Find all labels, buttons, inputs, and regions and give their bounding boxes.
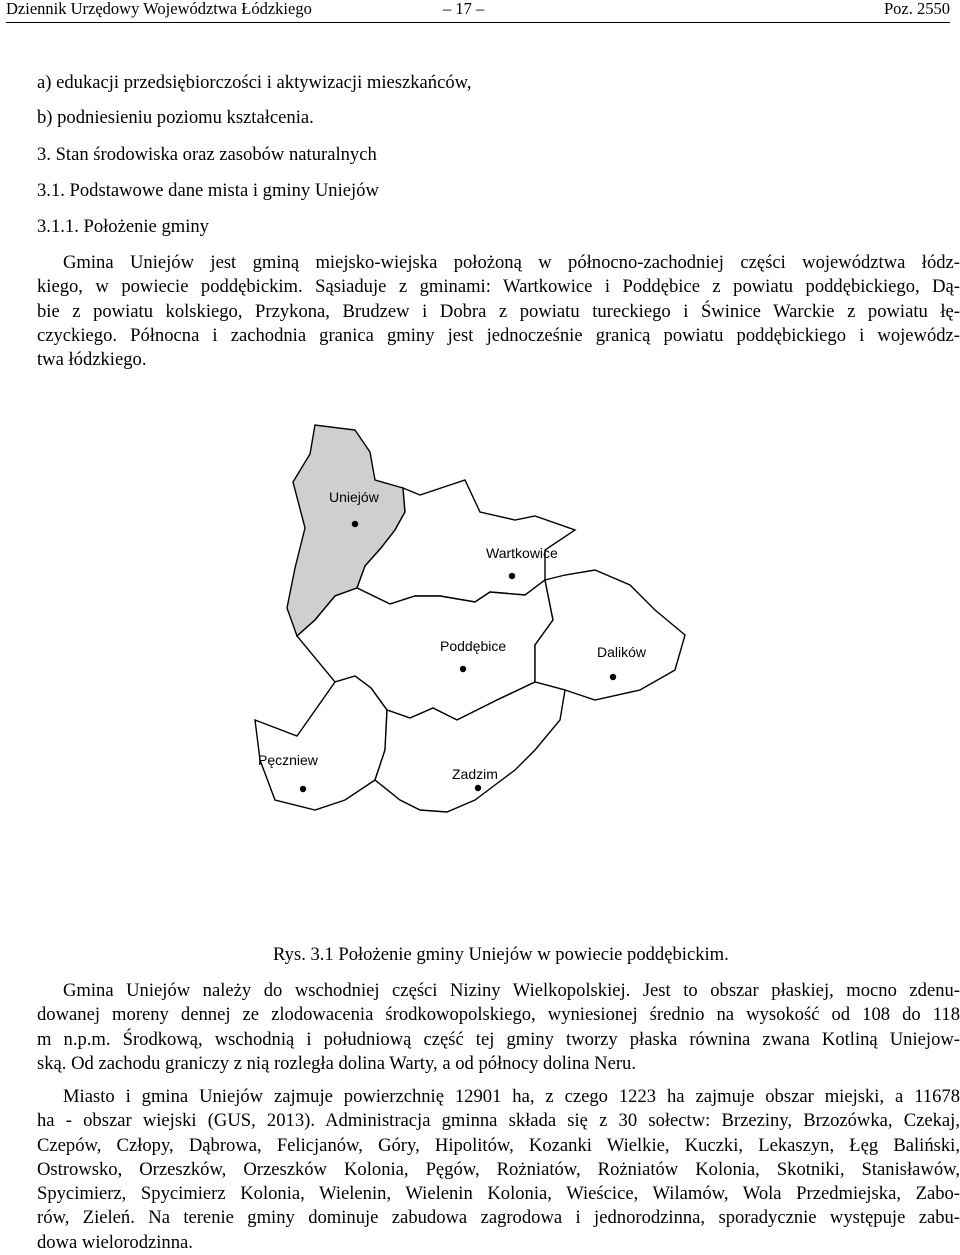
paragraph-line: bie z powiatu kolskiego, Przykona, Brudzew i Dobra z powiatu tureckiego i Świnice Warckie z powiatu łę- [37, 300, 960, 322]
paragraph-line: czyckiego. Północna i zachodnia granica gminy jest jednocześnie granicą powiatu poddębickiego i wojewódz- [37, 324, 960, 346]
paragraph-line: Spycimierz, Spycimierz Kolonia, Wielenin, Wielenin Kolonia, Wieścice, Wilamów, Wola Przedmiejska, Zabo- [37, 1183, 960, 1205]
wartkowice-dot [509, 573, 515, 579]
position-number: Poz. 2550 [884, 0, 950, 18]
uniejow-dot [352, 521, 358, 527]
paragraph-line: m n.p.m. Środkową, wschodnią i południową część tej gminy tworzy płaska równina zwana Kotliną Uniejow- [37, 1028, 960, 1050]
heading-section-3: 3. Stan środowiska oraz zasobów naturalnych [37, 144, 377, 165]
label-dalikow: Dalików [597, 644, 647, 660]
figure-caption: Rys. 3.1 Położenie gminy Uniejów w powiecie poddębickim. [273, 944, 729, 965]
pecznew-dot [300, 786, 306, 792]
paragraph-line: dowa wielorodzinna. [37, 1231, 193, 1253]
paragraph-line: dowanej moreny dennej ze zlodowacenia środkowopolskiego, wyniesionej średnio na wysokość od 108 do 118 [37, 1004, 960, 1026]
label-zadzim: Zadzim [452, 766, 498, 782]
zadzim-dot [475, 785, 481, 791]
label-pecznew: Pęczniew [258, 752, 318, 768]
map-region-pecznew [255, 676, 387, 810]
paragraph-line: Miasto i gmina Uniejów zajmuje powierzchnię 12901 ha, z czego 1223 ha zajmuje obszar miejski, a 11678 [63, 1086, 960, 1107]
paragraph-line: Czepów, Człopy, Dąbrowa, Felicjanów, Góry, Hipolitów, Kozanki Wielkie, Kuczki, Lekaszyn, Łęg Baliński, [37, 1134, 960, 1156]
heading-section-3-1-1: 3.1.1. Położenie gminy [37, 216, 209, 237]
paragraph-line: Gmina Uniejów jest gminą miejsko-wiejska położoną w północno-zachodniej części województwa łódz- [63, 252, 960, 273]
paragraph-line: ską. Od zachodu graniczy z nią rozległa dolina Warty, a od północy dolina Neru. [37, 1052, 636, 1074]
paragraph-line: rów, Zieleń. Na terenie gminy dominuje zabudowa zagrodowa i jednorodzinna, sporadycznie występuje zabu- [37, 1207, 960, 1229]
list-item-a: a) edukacji przedsiębiorczości i aktywizacji mieszkańców, [37, 72, 472, 93]
paragraph-line: Gmina Uniejów należy do wschodniej części Niziny Wielkopolskiej. Jest to obszar płaskiej, mocno zdenu- [63, 980, 960, 1001]
paragraph-administration [37, 1085, 960, 1255]
paragraph-line: kiego, w powiecie poddębickim. Sąsiaduje z gminami: Wartkowice i Poddębice z powiatu poddębickiego, Dą- [37, 276, 960, 298]
label-poddebice: Poddębice [440, 638, 507, 654]
heading-section-3-1: 3.1. Podstawowe dane mista i gminy Uniejów [37, 180, 379, 201]
gmina-map [235, 420, 755, 935]
page-number: – 17 – [443, 0, 485, 18]
dalikow-dot [610, 674, 616, 680]
list-item-b: b) podniesieniu poziomu kształcenia. [37, 107, 314, 128]
poddebice-dot [460, 666, 466, 672]
paragraph-line: Ostrowsko, Orzeszków, Orzeszków Kolonia, Pęgów, Rożniatów, Rożniatów Kolonia, Skotniki, Stanisławów, [37, 1158, 960, 1180]
paragraph-line: ha - obszar wiejski (GUS, 2013). Administracja gminna składa się z 30 sołectw: Brzeziny, Brzozówka, Czekaj, [37, 1110, 960, 1132]
map-region-dalikow [535, 570, 685, 700]
page-header [6, 0, 950, 23]
label-uniejow: Uniejów [329, 489, 379, 505]
paragraph-line: twa łódzkiego. [37, 349, 147, 371]
journal-title: Dziennik Urzędowy Województwa Łódzkiego [6, 0, 312, 18]
label-wartkowice: Wartkowice [486, 545, 558, 561]
paragraph-location [37, 251, 960, 372]
paragraph-geography [37, 979, 960, 1076]
